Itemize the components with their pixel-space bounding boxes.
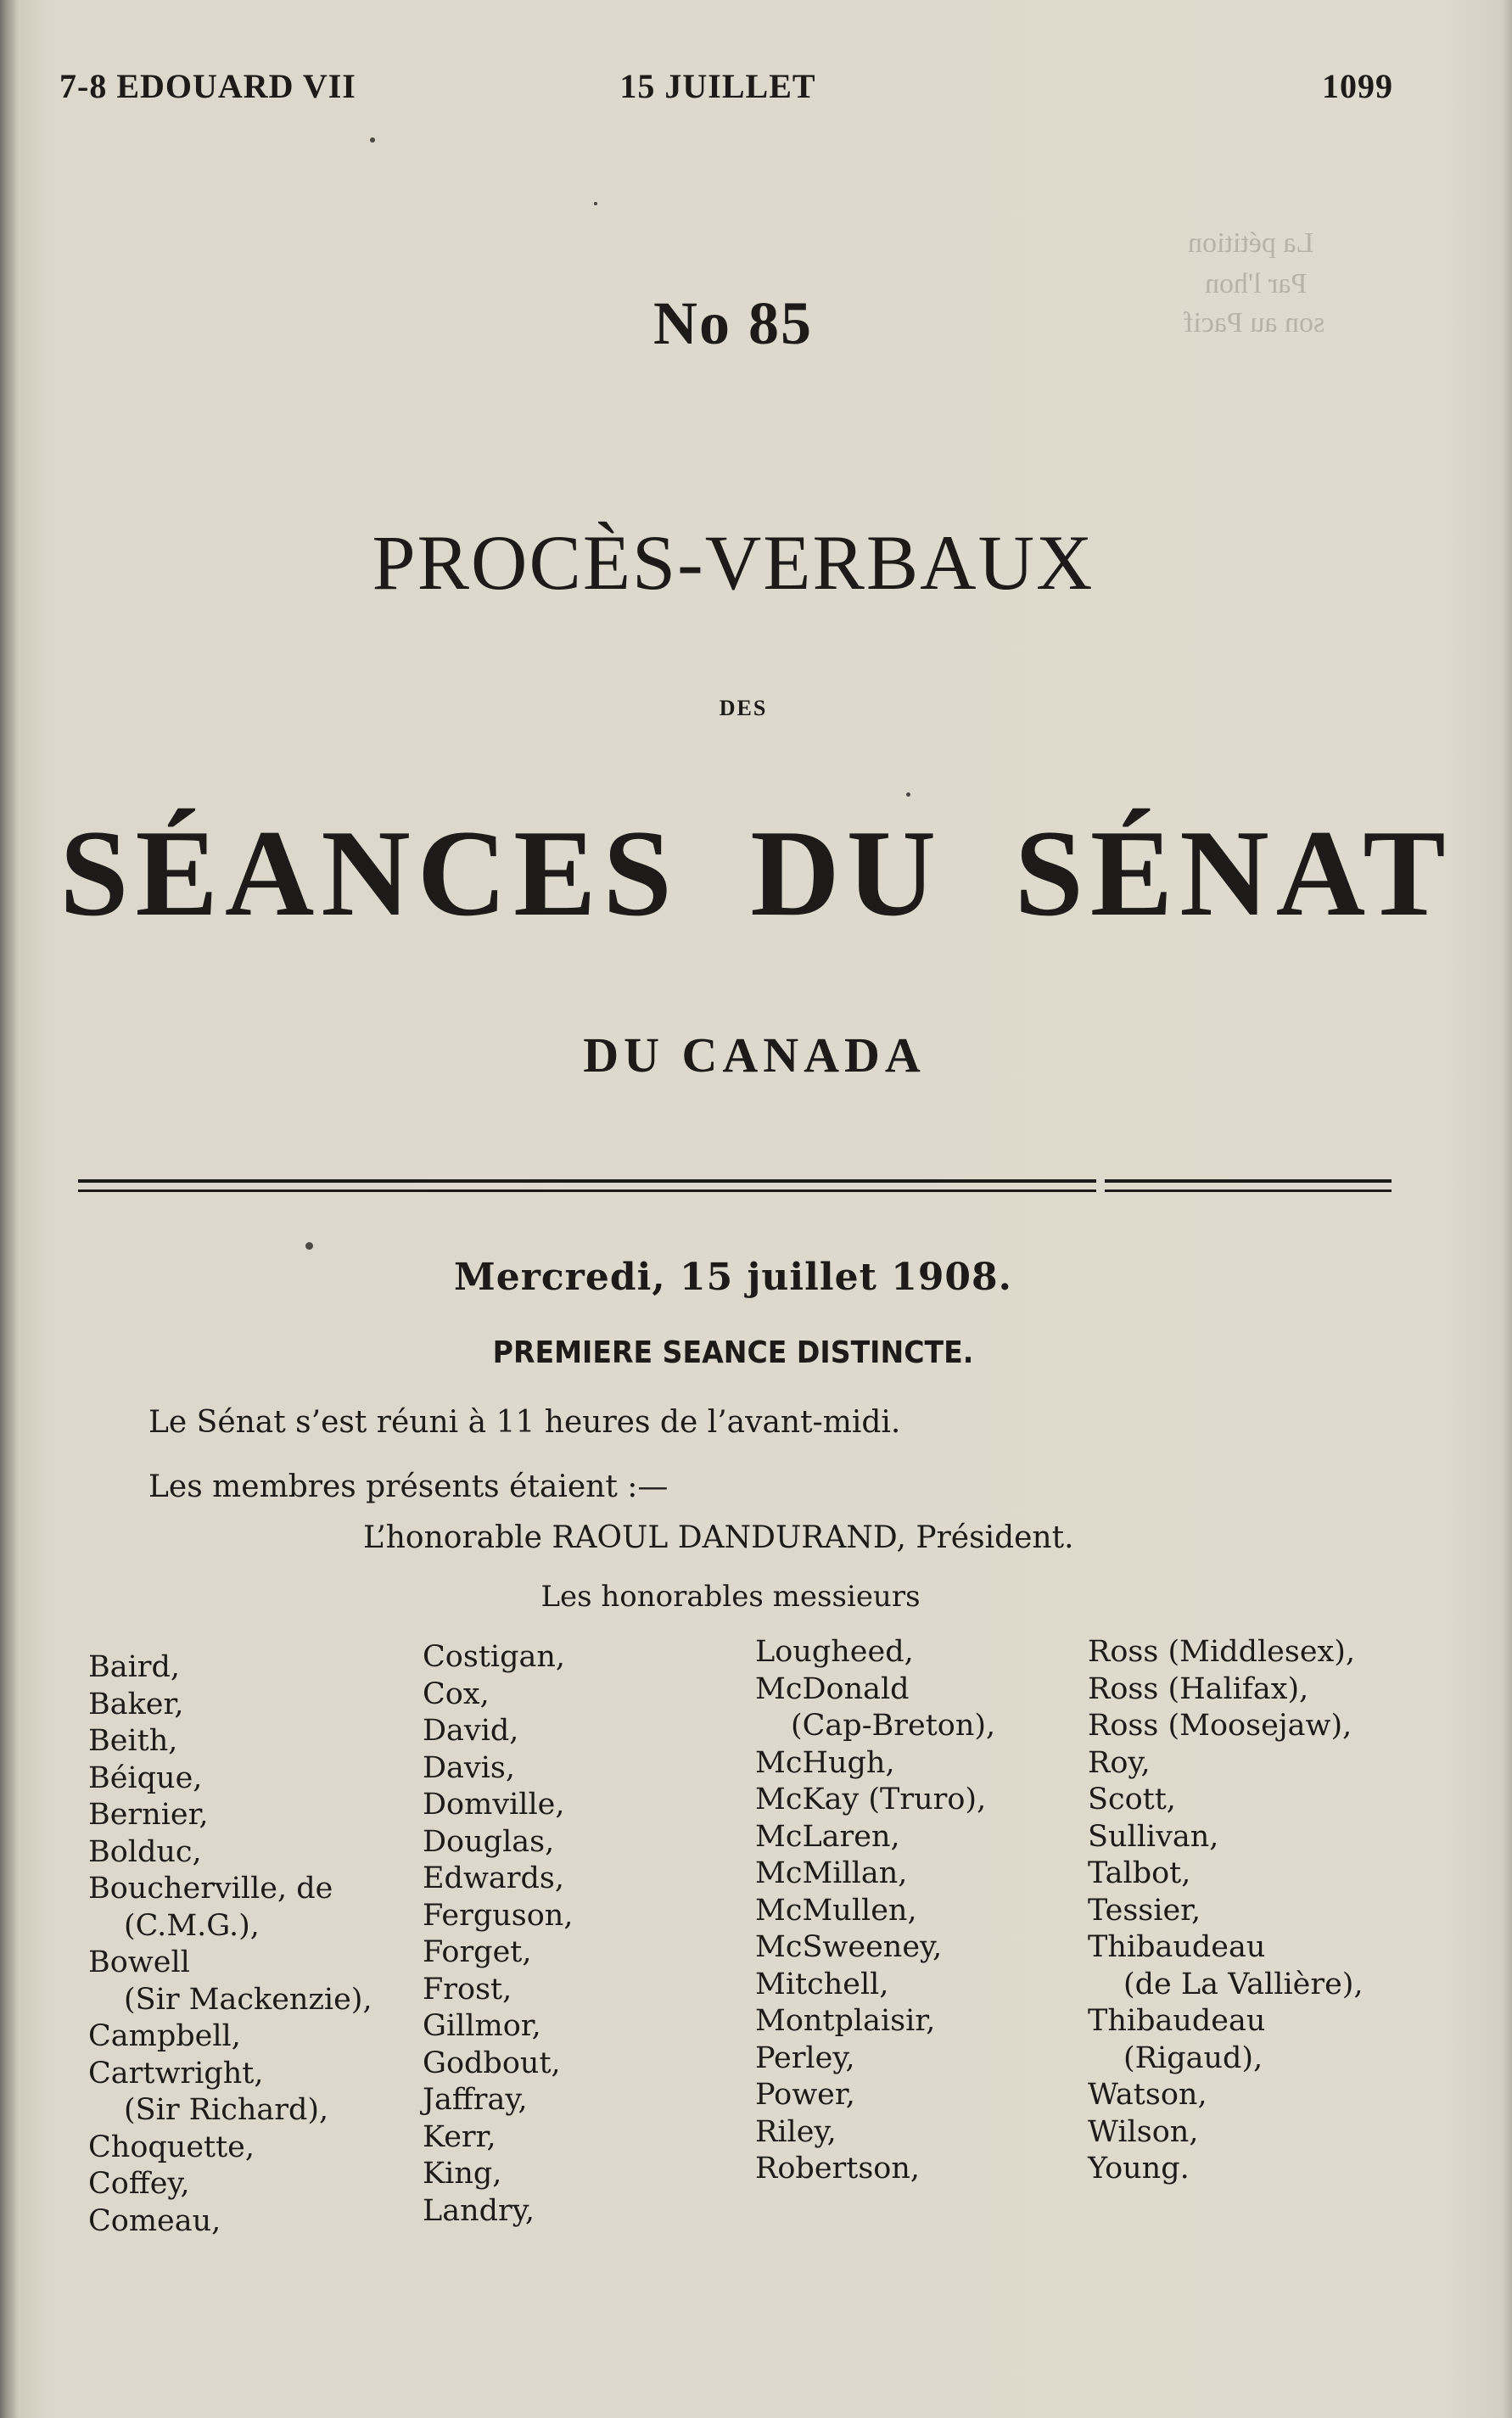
- member-name: Cox,: [423, 1676, 490, 1711]
- page-number: 1099: [1322, 67, 1393, 105]
- member-name-continuation: (Cap-Breton),: [791, 1709, 996, 1743]
- member-name: Thibaudeau: [1088, 2004, 1266, 2038]
- member-name: Wilson,: [1088, 2114, 1199, 2149]
- member-name: Montplaisir,: [755, 2004, 936, 2038]
- member-name: Davis,: [423, 1750, 515, 1785]
- members-present-text: Les membres présents étaient :—: [148, 1469, 669, 1504]
- member-name: David,: [423, 1714, 519, 1748]
- member-name: Talbot,: [1088, 1856, 1191, 1890]
- member-name: Ross (Moosejaw),: [1088, 1709, 1352, 1743]
- title-du-canada: DU CANADA: [583, 1027, 926, 1083]
- member-name: Campbell,: [88, 2019, 241, 2053]
- member-name: Baker,: [88, 1687, 184, 1721]
- member-name: Godbout,: [423, 2046, 561, 2080]
- print-speck: [906, 792, 910, 797]
- bleed-through-text: La pétition: [1188, 227, 1314, 259]
- member-name: Tessier,: [1088, 1893, 1201, 1928]
- member-name: Landry,: [423, 2193, 535, 2228]
- member-name: Coffey,: [88, 2167, 190, 2201]
- president-line: L’honorable RAOUL DANDURAND, Président.: [363, 1520, 1074, 1555]
- member-name: Boucherville, de: [88, 1872, 333, 1906]
- member-name-continuation: (Rigaud),: [1123, 2040, 1263, 2075]
- member-name: McLaren,: [755, 1819, 900, 1854]
- member-name: Baird,: [88, 1650, 181, 1684]
- member-name: Ross (Middlesex),: [1088, 1635, 1356, 1669]
- member-name: Douglas,: [423, 1824, 555, 1859]
- member-name: Roy,: [1088, 1745, 1151, 1780]
- member-name: King,: [423, 2157, 502, 2191]
- member-name: Frost,: [423, 1972, 512, 2007]
- print-speck: [305, 1242, 313, 1250]
- member-name: Scott,: [1088, 1783, 1176, 1816]
- bleed-through-text: Par l'hon: [1205, 268, 1308, 299]
- members-column-3: [755, 1634, 995, 2188]
- member-name: Edwards,: [423, 1861, 565, 1895]
- members-column-4: [1088, 1634, 1364, 2188]
- member-name: Riley,: [755, 2114, 837, 2149]
- member-name: Thibaudeau: [1088, 1930, 1266, 1964]
- title-des: DES: [719, 696, 768, 720]
- session-heading: PREMIERE SEANCE DISTINCTE.: [492, 1335, 974, 1370]
- member-name-continuation: (Sir Mackenzie),: [124, 1982, 372, 2017]
- member-name: Robertson,: [755, 2152, 921, 2186]
- running-header-date: 15 JUILLET: [619, 67, 816, 105]
- member-name: Domville,: [423, 1788, 565, 1822]
- running-header-left: 7-8 EDOUARD VII: [59, 67, 356, 105]
- session-opening-text: Le Sénat s’est réuni à 11 heures de l’avant-midi.: [148, 1405, 901, 1440]
- member-name: Kerr,: [423, 2119, 496, 2154]
- title-seances-du-senat: SÉANCES DU SÉNAT: [59, 804, 1453, 942]
- member-name: Bernier,: [88, 1798, 209, 1832]
- member-name: Cartwright,: [88, 2056, 264, 2091]
- member-name: McMullen,: [755, 1893, 917, 1928]
- bleed-through-text: son au Pacif: [1184, 307, 1325, 339]
- member-name: Lougheed,: [755, 1635, 914, 1669]
- member-name-continuation: (de La Vallière),: [1123, 1967, 1364, 2001]
- session-date: Mercredi, 15 juillet 1908.: [454, 1256, 1012, 1299]
- member-name: Power,: [755, 2078, 855, 2112]
- member-name: Mitchell,: [755, 1967, 889, 2001]
- member-name: Sullivan,: [1088, 1819, 1219, 1854]
- print-speck: [594, 202, 597, 205]
- title-proces-verbaux: PROCÈS-VERBAUX: [372, 519, 1095, 606]
- issue-number: No 85: [653, 289, 813, 357]
- honorables-heading: Les honorables messieurs: [540, 1580, 921, 1614]
- member-name: Jaffray,: [423, 2083, 528, 2117]
- member-name: McDonald: [755, 1671, 910, 1706]
- member-name: McMillan,: [755, 1856, 908, 1890]
- double-rule-divider: [78, 1179, 1392, 1195]
- member-name-continuation: (C.M.G.),: [124, 1908, 260, 1943]
- member-name: McSweeney,: [755, 1930, 943, 1964]
- member-name: Perley,: [755, 2040, 855, 2075]
- members-column-2: [423, 1639, 573, 2230]
- member-name: McHugh,: [755, 1745, 895, 1780]
- member-name: Beith,: [88, 1724, 178, 1758]
- member-name: Ferguson,: [423, 1898, 574, 1933]
- member-name: Bolduc,: [88, 1834, 202, 1869]
- member-name: Comeau,: [88, 2203, 221, 2238]
- members-column-1: [88, 1649, 372, 2240]
- member-name: Ross (Halifax),: [1088, 1671, 1309, 1706]
- member-name: Costigan,: [423, 1640, 566, 1674]
- member-name: Watson,: [1088, 2078, 1207, 2112]
- member-name: Gillmor,: [423, 2009, 541, 2043]
- member-name: Bowell: [88, 1945, 190, 1979]
- member-name-continuation: (Sir Richard),: [124, 2093, 329, 2127]
- member-name: Choquette,: [88, 2130, 255, 2164]
- member-name: McKay (Truro),: [755, 1783, 987, 1816]
- member-name: Forget,: [423, 1935, 532, 1969]
- member-name: Young.: [1088, 2152, 1190, 2186]
- print-speck: [370, 137, 375, 143]
- member-name: Béique,: [88, 1760, 203, 1795]
